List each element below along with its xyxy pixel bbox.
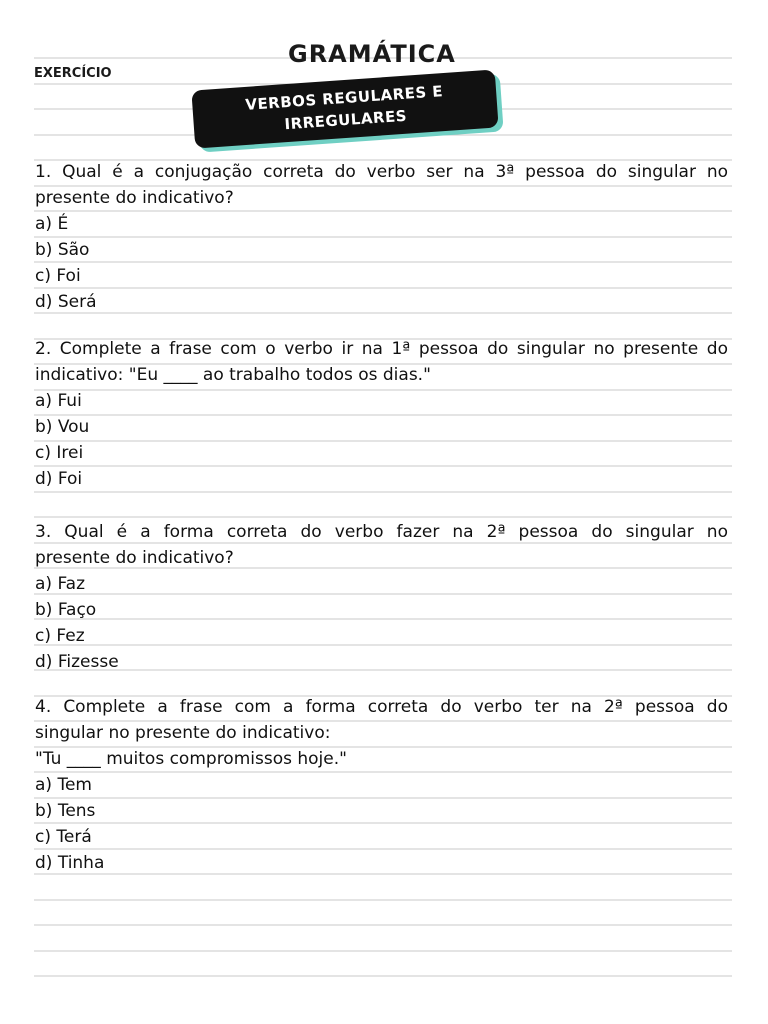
answer-option: b) São [35,240,90,260]
question-text-line: presente do indicativo? [35,548,234,568]
answer-option: c) Irei [35,443,84,463]
answer-option: d) Foi [35,469,83,489]
answer-option: b) Tens [35,801,96,821]
answer-option: c) Fez [35,626,85,646]
answer-option: a) É [35,214,69,234]
question-text-line: presente do indicativo? [35,188,234,208]
question-text-line: 4. Complete a frase com a forma correta do verbo ter na 2ª pessoa do [35,697,728,717]
answer-option: c) Foi [35,266,81,286]
question-text-line: indicativo: "Eu ____ ao trabalho todos os dias." [35,365,431,385]
question-1 [35,159,728,315]
question-4 [35,694,728,876]
answer-option: a) Fui [35,391,82,411]
answer-option: b) Faço [35,600,97,620]
page-title: GRAMÁTICA [288,40,456,68]
topic-banner-text: VERBOS REGULARES E IRREGULARES [244,82,444,134]
exercise-label: EXERCÍCIO [34,66,112,81]
question-text-line: 1. Qual é a conjugação correta do verbo ser na 3ª pessoa do singular no [35,162,728,182]
answer-option: d) Fizesse [35,652,119,672]
question-text-line: "Tu ____ muitos compromissos hoje." [35,749,347,769]
question-2 [35,336,728,492]
question-3 [35,519,728,675]
question-text-line: singular no presente do indicativo: [35,723,331,743]
answer-option: b) Vou [35,417,90,437]
answer-option: d) Será [35,292,97,312]
answer-option: a) Faz [35,574,86,594]
question-text-line: 3. Qual é a forma correta do verbo fazer na 2ª pessoa do singular no [35,522,728,542]
answer-option: a) Tem [35,775,92,795]
answer-option: c) Terá [35,827,92,847]
question-text-line: 2. Complete a frase com o verbo ir na 1ª pessoa do singular no presente do [35,339,728,359]
answer-option: d) Tinha [35,853,105,873]
